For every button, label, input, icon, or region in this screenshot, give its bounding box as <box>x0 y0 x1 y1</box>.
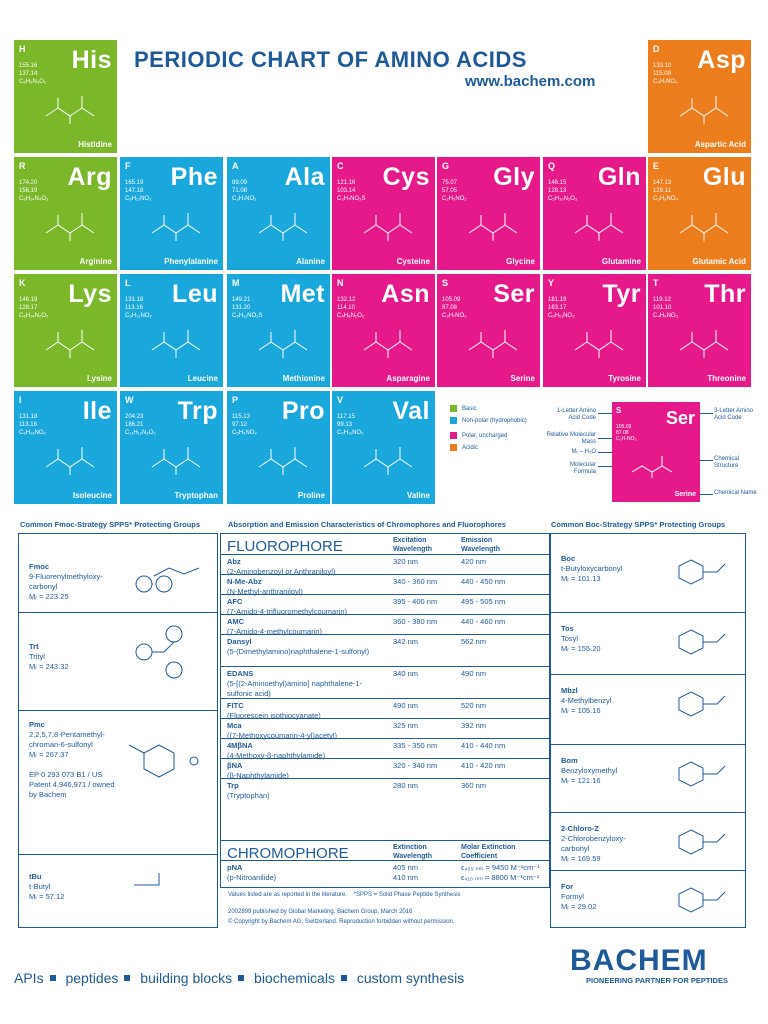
structure-icon <box>461 195 531 245</box>
molecular-data: 89.09 71.08 C₃H₇NO₂ <box>232 180 257 202</box>
fluorophore-row: Abz (2-Aminobenzoyl or Anthraniloyl) 320 nm 420 nm <box>221 554 549 574</box>
one-letter-code: S <box>442 278 449 288</box>
key-label-relative-mass: Relative Molecular Mass <box>546 432 596 445</box>
molecular-data: 165.19 147.18 C₉H₁₁NO₂ <box>125 180 152 202</box>
molecular-data: 119.12 101.10 C₄H₉NO₃ <box>653 297 678 319</box>
amino-acid-tile <box>543 157 646 270</box>
fluorophore-row: N-Me-Abz (N-Methyl-anthraniloyl) 340 - 360 nm 440 - 450 nm <box>221 574 549 594</box>
col-emission: Emission Wavelength <box>461 537 501 553</box>
key-label-molecular-formula: Molecular Formula <box>569 462 596 475</box>
key-name: Serine <box>674 491 696 498</box>
three-letter-code: Gly <box>493 163 535 191</box>
one-letter-code: M <box>232 278 240 288</box>
footer-item: building blocks <box>140 970 233 986</box>
three-letter-code: Val <box>392 397 430 425</box>
legend-swatch <box>450 405 457 412</box>
one-letter-code: F <box>125 161 131 171</box>
key-label-one-letter: 1-Letter Amino Acid Code <box>556 408 596 421</box>
one-letter-code: R <box>19 161 26 171</box>
three-letter-code: Leu <box>172 280 218 308</box>
amino-acid-tile <box>332 391 435 504</box>
amino-acid-name: Cysteine <box>396 257 430 266</box>
amino-acid-name: Glycine <box>506 257 535 266</box>
footer-item: biochemicals <box>254 970 335 986</box>
fluorophore-row: EDANS (5-[(2-Aminoethyl)amino] naphthalene-1-sulfonic acid) 340 nm 490 nm <box>221 666 549 698</box>
three-letter-code: Asn <box>381 280 430 308</box>
amino-acid-name: Serine <box>510 374 535 383</box>
divider <box>19 854 217 855</box>
key-structure-icon <box>626 442 686 482</box>
abs-section-title: Absorption and Emission Characteristics of Chromophores and Fluorophores <box>228 520 506 529</box>
col-molar: Molar Extinction Coefficient <box>461 844 516 860</box>
footer-services <box>14 970 464 986</box>
website-url[interactable]: www.bachem.com <box>465 73 596 90</box>
one-letter-code: G <box>442 161 450 171</box>
fmoc-section-title: Common Fmoc-Strategy SPPS* Protecting Groups <box>20 520 201 529</box>
amino-acid-name: Histidine <box>78 140 112 149</box>
values-note: Values listed are as reported in the literature. *SPPS = Solid Phase Peptide Synthesis <box>228 892 461 898</box>
legend-item-basic: Basic <box>450 405 477 415</box>
molecular-data: 75.07 57.05 C₂H₅NO₂ <box>442 180 467 202</box>
three-letter-code: Arg <box>67 163 112 191</box>
amino-acid-tile <box>227 157 330 270</box>
bullet-icon <box>124 975 130 981</box>
divider <box>551 812 745 813</box>
structure-icon <box>672 312 742 362</box>
boc-section-title: Common Boc-Strategy SPPS* Protecting Groups <box>551 520 726 529</box>
three-letter-code: Asp <box>697 46 746 74</box>
three-letter-code: Ala <box>284 163 325 191</box>
three-letter-code: Ser <box>493 280 535 308</box>
chromophore-heading: CHROMOPHORE <box>227 845 349 862</box>
amino-acid-name: Aspartic Acid <box>694 140 746 149</box>
molecular-data: 146.15 128.13 C₅H₁₀N₂O₃ <box>548 180 578 202</box>
structure-icon <box>356 195 426 245</box>
key-pointer <box>700 494 713 495</box>
structure-icon <box>144 312 214 362</box>
structure-icon <box>461 312 531 362</box>
amino-acid-name: Tryptophan <box>174 491 218 500</box>
amino-acid-tile <box>332 274 435 387</box>
key-label-chemical-structure: Chemical Structure <box>714 456 740 469</box>
col-excitation: Excitation Wavelength <box>393 537 433 553</box>
structure-icon <box>38 78 108 128</box>
structure-icon <box>567 195 637 245</box>
fluorophore-row: Trp (Tryptophan) 280 nm 360 nm <box>221 778 549 804</box>
amino-acid-name: Leucine <box>187 374 218 383</box>
bullet-icon <box>238 975 244 981</box>
three-letter-code: Phe <box>170 163 218 191</box>
legend-item-polar: Polar, uncharged <box>450 432 507 442</box>
key-example-tile <box>612 402 700 502</box>
molecular-data: 204.23 186.21 C₁₁H₁₂N₂O₂ <box>125 414 156 436</box>
amino-acid-tile <box>120 157 223 270</box>
one-letter-code: D <box>653 44 660 54</box>
amino-acid-name: Valine <box>406 491 430 500</box>
tagline: PIONEERING PARTNER FOR PEPTIDES <box>586 976 728 985</box>
key-one-letter: S <box>616 406 622 415</box>
three-letter-code: Pro <box>281 397 325 425</box>
key-pointer <box>700 413 713 414</box>
three-letter-code: His <box>71 46 112 74</box>
structure-icon <box>251 195 321 245</box>
amino-acid-name: Methionine <box>282 374 325 383</box>
bullet-icon <box>50 975 56 981</box>
trityl-structure-icon <box>129 622 199 682</box>
one-letter-code: A <box>232 161 239 171</box>
three-letter-code: Ile <box>82 397 112 425</box>
fluorophore-row: Mca ((7-Methoxycoumarin-4-yl)acetyl) 325 nm 392 nm <box>221 718 549 738</box>
amino-acid-name: Lysine <box>86 374 112 383</box>
tbu-structure-icon <box>129 870 189 900</box>
amino-acid-tile <box>14 391 117 504</box>
molecular-data: 181.19 163.17 C₉H₁₁NO₃ <box>548 297 575 319</box>
amino-acid-tile <box>437 157 540 270</box>
structure-icon <box>38 429 108 479</box>
footer-item: custom synthesis <box>356 970 465 986</box>
fluorophore-row: 4MβNA (4-Methoxy-β-naphthylamide) 335 - 350 nm 410 - 440 nm <box>221 738 549 758</box>
structure-icon <box>144 195 214 245</box>
amino-acid-tile <box>543 274 646 387</box>
copyright-note: © Copyright by Bachem AG, Switzerland. Reproduction forbidden without permission. <box>228 919 455 925</box>
amino-acid-name: Isoleucine <box>72 491 112 500</box>
molecular-data: 132.12 114.10 C₄H₈N₂O₃ <box>337 297 365 319</box>
boc-structure-icon <box>661 686 731 722</box>
key-label-three-letter: 3-Letter Amino Acid Code <box>714 408 754 421</box>
legend-item-nonpolar: Non-polar (hydrophobic) <box>450 417 527 427</box>
fluorophore-row: AFC (7-Amido-4-trifluoromethylcoumarin) 395 - 400 nm 495 - 505 nm <box>221 594 549 614</box>
divider <box>551 744 745 745</box>
structure-icon <box>38 195 108 245</box>
boc-structure-icon <box>661 824 731 860</box>
molecular-data: 131.18 113.16 C₆H₁₃NO₂ <box>125 297 152 319</box>
amino-acid-tile <box>332 157 435 270</box>
three-letter-code: Trp <box>177 397 218 425</box>
amino-acid-name: Threonine <box>707 374 746 383</box>
legend-swatch <box>450 432 457 439</box>
structure-icon <box>251 429 321 479</box>
boc-structure-icon <box>661 882 731 918</box>
molecular-data: 174.20 156.19 C₆H₁₄N₄O₂ <box>19 180 49 202</box>
structure-icon <box>356 312 426 362</box>
molecular-data: 105.09 87.08 C₃H₇NO₃ <box>442 297 467 319</box>
divider <box>551 612 745 613</box>
key-three-letter: Ser <box>665 408 695 428</box>
structure-icon <box>567 312 637 362</box>
boc-structure-icon <box>661 756 731 792</box>
legend-swatch <box>450 444 457 451</box>
fmoc-structure-icon <box>129 562 209 602</box>
structure-icon <box>672 195 742 245</box>
key-label-chemical-name: Chemical Name <box>714 490 757 496</box>
fluorophore-row: AMC (7-Amido-4-methylcoumarin) 360 - 380 nm 440 - 460 nm <box>221 614 549 634</box>
legend-item-acidic: Acidic <box>450 444 478 454</box>
three-letter-code: Gln <box>597 163 641 191</box>
boc-panel: Boc t-Butyloxycarbonyl Mᵣ = 101.13 Tos Tosyl Mᵣ = 155.20 Mbzl 4-Methylbenzyl Mᵣ = 105.16 Bom Benzyloxymethyl Mᵣ = 121.16 2-Chloro-Z 2-Chlorobenzyloxy-carbonyl Mᵣ = 169.59 For Formyl Mᵣ = 29.02 <box>550 533 746 928</box>
key-label-mr: Mᵣ – H₂O <box>571 449 596 455</box>
bachem-logo: BACHEM <box>570 944 708 977</box>
footer-item: APIs <box>14 970 44 986</box>
molecular-data: 149.21 131.20 C₅H₁₁NO₂S <box>232 297 263 319</box>
amino-acid-tile <box>14 40 117 153</box>
molecular-data: 146.19 128.17 C₆H₁₄N₂O₂ <box>19 297 49 319</box>
three-letter-code: Glu <box>702 163 746 191</box>
one-letter-code: C <box>337 161 344 171</box>
bullet-icon <box>341 975 347 981</box>
amino-acid-tile <box>227 274 330 387</box>
amino-acid-name: Proline <box>297 491 325 500</box>
chromophore-row-pna: pNA (p-Nitroanilide) 405 nm 410 nm ε₄₀₅ ₙₘ = 9450 M⁻¹cm⁻¹ ε₄₁₀ ₙₘ = 8800 M⁻¹cm⁻¹ <box>221 860 549 884</box>
molecular-data: 155.16 137.14 C₆H₉N₃O₂ <box>19 63 47 85</box>
one-letter-code: E <box>653 161 660 171</box>
page-title: PERIODIC CHART OF AMINO ACIDS <box>134 47 527 72</box>
structure-icon <box>251 312 321 362</box>
divider <box>19 710 217 711</box>
amino-acid-tile <box>227 391 330 504</box>
molecular-data: 133.10 115.09 C₄H₇NO₄ <box>653 63 678 85</box>
one-letter-code: W <box>125 395 134 405</box>
footer-item: peptides <box>65 970 119 986</box>
legend-swatch <box>450 417 457 424</box>
one-letter-code: V <box>337 395 344 405</box>
molecular-data: 121.16 103.14 C₃H₇NO₂S <box>337 180 366 202</box>
divider <box>551 674 745 675</box>
amino-acid-name: Glutamine <box>601 257 641 266</box>
amino-acid-tile <box>648 40 751 153</box>
amino-acid-name: Phenylalanine <box>164 257 218 266</box>
fluorophore-heading: FLUOROPHORE <box>227 538 343 555</box>
divider <box>19 612 217 613</box>
molecular-data: 131.18 113.16 C₆H₁₃NO₂ <box>19 414 46 436</box>
fluorophore-row: FITC (Fluorescein isothiocyanate) 490 nm 520 nm <box>221 698 549 718</box>
published-note: 2002899 published by Global Marketing, Bachem Group, March 2016 <box>228 909 413 915</box>
one-letter-code: Q <box>548 161 556 171</box>
fmoc-panel: Fmoc 9-Fluorenylmethyloxy-carbonyl Mᵣ = 223.25 Trt Trityl Mᵣ = 243.32 Pmc 2,2,5,7,8-Pentamethyl-chroman-6-sulfonyl Mᵣ = 267.37 EP 0 293 073 B1 / US Patent 4,946,971 / owned by Bachem tBu t-Butyl Mᵣ = 57.12 <box>18 533 218 928</box>
amino-acid-name: Glutamic Acid <box>692 257 746 266</box>
three-letter-code: Tyr <box>602 280 641 308</box>
amino-acid-name: Asparagine <box>386 374 430 383</box>
amino-acid-tile <box>14 157 117 270</box>
three-letter-code: Thr <box>704 280 746 308</box>
col-extinction: Extinction Wavelength <box>393 844 433 860</box>
one-letter-code: L <box>125 278 131 288</box>
structure-icon <box>144 429 214 479</box>
molecular-data: 117.15 99.13 C₅H₁₁NO₂ <box>337 414 364 436</box>
molecular-data: 115.13 97.12 C₅H₉NO₂ <box>232 414 257 436</box>
amino-acid-tile <box>120 391 223 504</box>
structure-icon <box>356 429 426 479</box>
amino-acid-tile <box>120 274 223 387</box>
one-letter-code: I <box>19 395 22 405</box>
one-letter-code: Y <box>548 278 555 288</box>
three-letter-code: Lys <box>68 280 112 308</box>
one-letter-code: N <box>337 278 344 288</box>
key-masses: 105.09 87.08 C₃H₇NO₃ <box>616 424 637 442</box>
amino-acid-name: Tyrosine <box>608 374 641 383</box>
boc-structure-icon <box>661 554 731 590</box>
fluorophore-row: Dansyl (5-(Dimethylamino)naphthalene-1-sulfonyl) 342 nm 562 nm <box>221 634 549 666</box>
key-pointer <box>700 460 713 461</box>
amino-acid-tile <box>437 274 540 387</box>
fluorophore-row: βNA (β-Naphthylamide) 320 - 340 nm 410 - 420 nm <box>221 758 549 778</box>
one-letter-code: K <box>19 278 26 288</box>
structure-icon <box>672 78 742 128</box>
pmc-structure-icon <box>119 735 209 785</box>
fluorophore-panel <box>220 533 550 888</box>
amino-acid-name: Alanine <box>296 257 325 266</box>
one-letter-code: P <box>232 395 239 405</box>
structure-icon <box>38 312 108 362</box>
divider <box>551 870 745 871</box>
boc-structure-icon <box>661 624 731 660</box>
three-letter-code: Cys <box>382 163 430 191</box>
one-letter-code: H <box>19 44 26 54</box>
amino-acid-tile <box>648 157 751 270</box>
amino-acid-name: Arginine <box>79 257 112 266</box>
amino-acid-tile <box>648 274 751 387</box>
one-letter-code: T <box>653 278 659 288</box>
three-letter-code: Met <box>280 280 325 308</box>
amino-acid-tile <box>14 274 117 387</box>
molecular-data: 147.13 129.11 C₅H₉NO₄ <box>653 180 678 202</box>
